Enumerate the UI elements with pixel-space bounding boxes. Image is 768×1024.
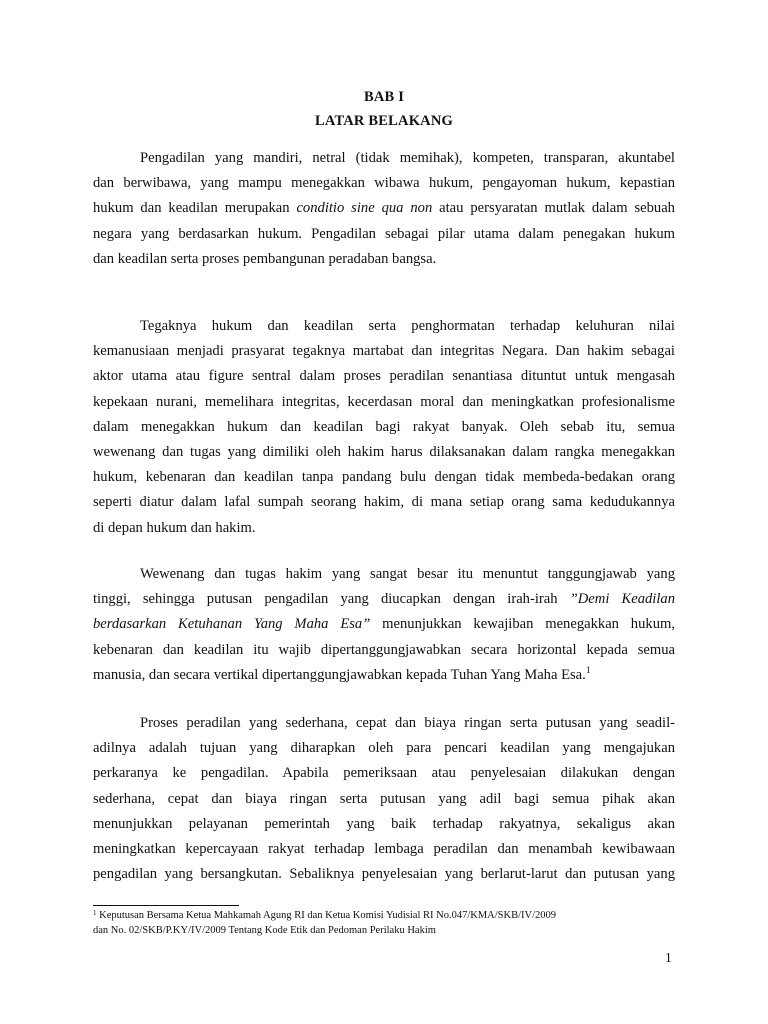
footnote-line bbox=[93, 908, 693, 923]
text-line: dalam menegakkan hukum dan keadilan bagi rakyat banyak. Oleh sebab itu, semua bbox=[93, 418, 675, 435]
paragraph bbox=[93, 562, 675, 688]
paragraph bbox=[93, 711, 675, 887]
text-line: adilnya adalah tujuan yang diharapkan oleh para pencari keadilan yang mengajukan bbox=[93, 740, 675, 757]
text-line: kebenaran dan keadilan itu wajib dipertanggungjawabkan secara horizontal kepada semua bbox=[93, 641, 675, 658]
text-line: seperti diatur dalam lafal sumpah seorang hakim, di mana setiap orang sama kedudukannya bbox=[93, 494, 675, 511]
text-line: aktor utama atau figure sentral dalam proses peradilan senantiasa dituntut untuk mengasah bbox=[93, 368, 675, 385]
text-line: sederhana, cepat dan biaya ringan serta putusan yang adil bagi semua pihak akan bbox=[93, 790, 675, 807]
chapter-title: LATAR BELAKANG bbox=[314, 113, 453, 129]
text-line: tinggi, sehingga putusan pengadilan yang diucapkan dengan irah-irah ”Demi Keadilan bbox=[93, 591, 675, 608]
footnote bbox=[93, 908, 693, 938]
text-line: menunjukkan pelayanan pemerintah yang baik terhadap rakyatnya, sekaligus akan bbox=[93, 815, 675, 832]
footnote-reference[interactable]: 1 bbox=[585, 665, 591, 676]
footnote-text: Keputusan Bersama Ketua Mahkamah Agung RI dan Ketua Komisi Yudisial RI No.047/KMA/SKB/IV/2009 bbox=[96, 910, 557, 921]
text-line: dan keadilan serta proses pembangunan peradaban bangsa. bbox=[93, 250, 437, 267]
text-line: Proses peradilan yang sederhana, cepat dan biaya ringan serta putusan yang seadil- bbox=[140, 715, 675, 731]
paragraph bbox=[93, 146, 675, 272]
text-line: negara yang berdasarkan hukum. Pengadilan sebagai pilar utama dalam penegakan hukum bbox=[93, 225, 675, 242]
italic-phrase: berdasarkan Ketuhanan Yang Maha Esa” bbox=[93, 616, 371, 633]
text-line: kepekaan nurani, memelihara integritas, kecerdasan moral dan meningkatkan profesionalisme bbox=[93, 393, 675, 410]
text-line: dan berwibawa, yang mampu menegakkan wibawa hukum, pengayoman hukum, kepastian bbox=[93, 175, 675, 192]
text-line: berdasarkan Ketuhanan Yang Maha Esa” menunjukkan kewajiban menegakkan hukum, bbox=[93, 616, 675, 633]
text-line: Pengadilan yang mandiri, netral (tidak memihak), kompeten, transparan, akuntabel bbox=[140, 150, 675, 166]
text-line: kemanusiaan menjadi prasyarat tegaknya martabat dan integritas Negara. Dan hakim sebagai bbox=[93, 343, 675, 360]
footnote-line: dan No. 02/SKB/P.KY/IV/2009 Tentang Kode Etik dan Pedoman Perilaku Hakim bbox=[93, 925, 436, 936]
text-line: di depan hukum dan hakim. bbox=[93, 519, 256, 536]
paragraph bbox=[93, 314, 675, 541]
italic-phrase: ”Demi Keadilan bbox=[569, 591, 675, 608]
text-line: perkaranya ke pengadilan. Apabila pemeriksaan atau penyelesaian dilakukan dengan bbox=[93, 765, 675, 782]
italic-phrase: conditio sine qua non bbox=[296, 200, 433, 217]
text-line: pengadilan yang bersangkutan. Sebaliknya penyelesaian yang berlarut-larut dan putusan yang bbox=[93, 866, 675, 883]
text-line: Wewenang dan tugas hakim yang sangat besar itu menuntut tanggungjawab yang bbox=[140, 566, 675, 582]
page-number: 1 bbox=[665, 950, 672, 965]
text-line: hukum, kebenaran dan keadilan tanpa pandang bulu dengan tidak membeda-bedakan orang bbox=[93, 469, 675, 486]
footnote-marker: 1 bbox=[93, 909, 97, 917]
text-line: wewenang dan tugas yang dimiliki oleh hakim harus dilaksanakan dalam rangka menegakkan bbox=[93, 443, 675, 460]
text-line: manusia, dan secara vertikal dipertanggungjawabkan kepada Tuhan Yang Maha Esa.$^1$ bbox=[93, 665, 591, 683]
text-line: hukum dan keadilan merupakan conditio sine qua non atau persyaratan mutlak dalam sebuah bbox=[93, 200, 675, 217]
chapter-heading: BAB I bbox=[363, 89, 405, 105]
text-line: meningkatkan kepercayaan rakyat terhadap lembaga peradilan dan menambah kewibawaan bbox=[93, 840, 675, 857]
footnote-divider bbox=[93, 905, 239, 906]
text-line: Tegaknya hukum dan keadilan serta penghormatan terhadap keluhuran nilai bbox=[140, 318, 675, 334]
